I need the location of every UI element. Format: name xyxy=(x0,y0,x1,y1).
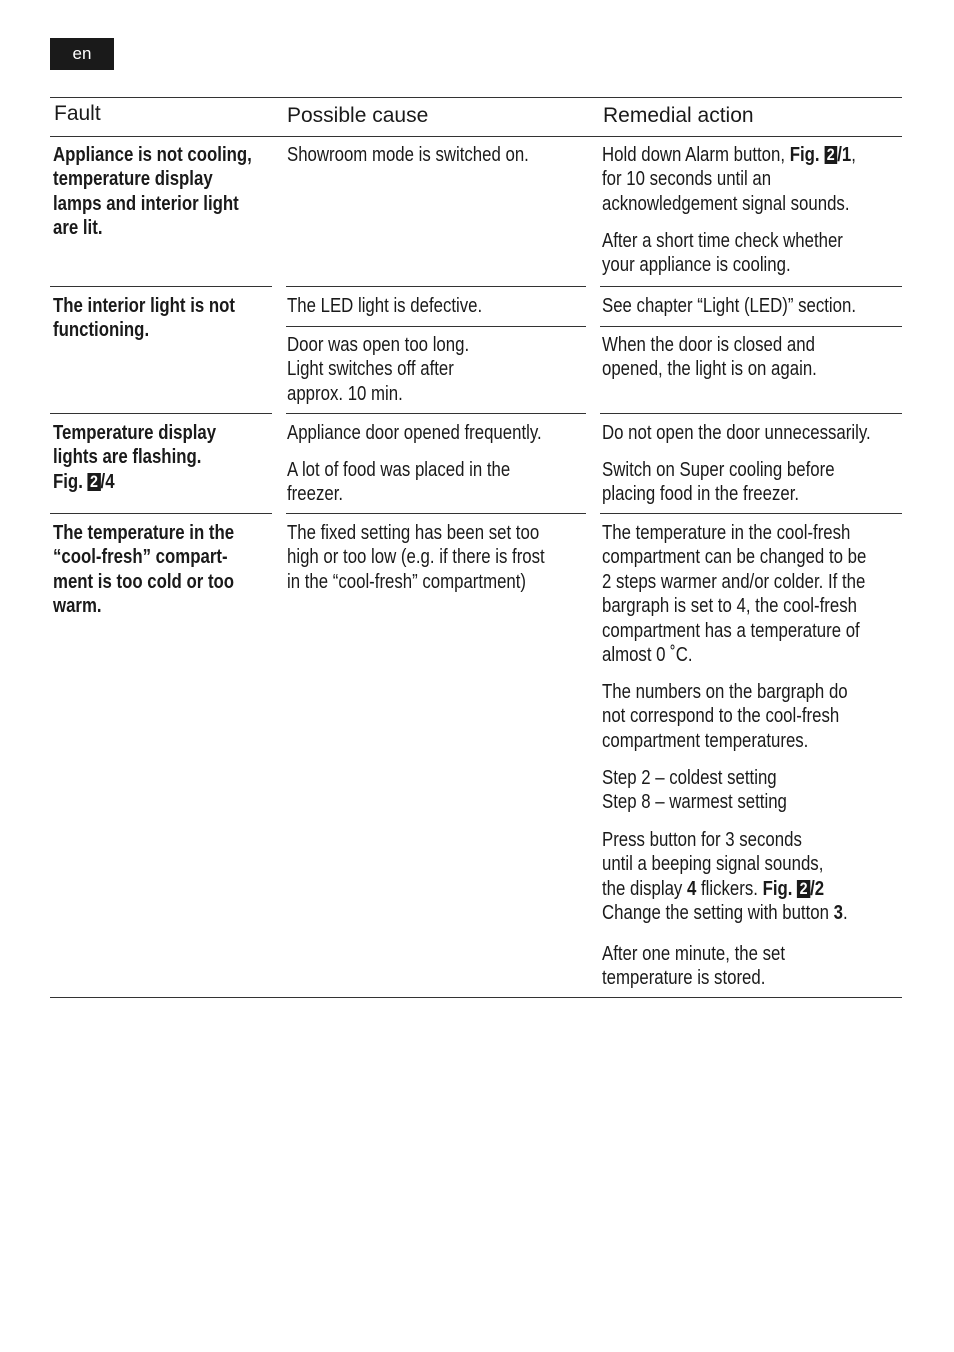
action-hold-alarm: Hold down Alarm button, Fig. 2 /1, for 10 seconds until an acknowledgement signal sounds. xyxy=(602,144,856,215)
fault-display-flashing: Temperature display lights are flashing. Fig. 2 /4 xyxy=(53,422,217,493)
figure-number-badge: 2 xyxy=(824,146,837,164)
sub-row-rule xyxy=(600,326,902,327)
row-rule xyxy=(600,513,902,514)
header-fault: Fault xyxy=(54,102,101,125)
action-check-cooling: After a short time check whether your appliance is cooling. xyxy=(602,230,843,277)
fault-light-not-functioning: The interior light is not functioning. xyxy=(53,295,236,342)
row-rule xyxy=(50,413,272,414)
action-bargraph-numbers: The numbers on the bargraph do not correspond to the cool-fresh compartment temperatures. xyxy=(602,681,848,752)
table-bottom-rule xyxy=(50,997,902,998)
cause-door-opened-frequently: Appliance door opened frequently. xyxy=(287,422,542,444)
figure-number-badge: 2 xyxy=(88,473,101,491)
action-temperature-change: The temperature in the cool-fresh compartment can be changed to be 2 steps warmer and/or colder. If the bargraph is set to 4, the cool-fresh compartment has a temperature of almost 0 ˚C. xyxy=(602,522,867,667)
cause-showroom-mode: Showroom mode is switched on. xyxy=(287,144,529,166)
header-possible-cause: Possible cause xyxy=(287,104,429,127)
fault-not-cooling: Appliance is not cooling, temperature display lamps and interior light are lit. xyxy=(53,144,252,240)
action-super-cooling: Switch on Super cooling before placing food in the freezer. xyxy=(602,459,835,506)
action-do-not-open-door: Do not open the door unnecessarily. xyxy=(602,422,871,444)
fault-cool-fresh-temperature: The temperature in the “cool-fresh” compart- ment is too cold or too warm. xyxy=(53,522,235,618)
action-see-chapter-light: See chapter “Light (LED)” section. xyxy=(602,295,856,317)
header-bottom-rule xyxy=(50,136,902,137)
figure-number-badge: 2 xyxy=(797,880,810,898)
cause-lot-of-food: A lot of food was placed in the freezer. xyxy=(287,459,511,506)
row-rule xyxy=(50,286,272,287)
cause-fixed-setting: The fixed setting has been set too high or too low (e.g. if there is frost in the “cool-fresh” compartment) xyxy=(287,522,545,593)
action-set-temperature-stored: After one minute, the set temperature is stored. xyxy=(602,943,786,990)
language-tab: en xyxy=(50,38,114,70)
action-door-closed-opened: When the door is closed and opened, the light is on again. xyxy=(602,334,817,381)
sub-row-rule xyxy=(286,326,586,327)
cause-door-open-too-long: Door was open too long. Light switches off after approx. 10 min. xyxy=(287,334,470,405)
row-rule xyxy=(50,513,272,514)
action-press-button: Press button for 3 seconds until a beeping signal sounds, the display 4 flickers. Fig. 2 /2 Change the setting with button 3. xyxy=(602,829,848,925)
row-rule xyxy=(286,286,586,287)
row-rule xyxy=(600,286,902,287)
header-remedial-action: Remedial action xyxy=(603,104,754,127)
table-top-rule xyxy=(50,97,902,98)
row-rule xyxy=(286,513,586,514)
row-rule xyxy=(600,413,902,414)
action-steps: Step 2 – coldest setting Step 8 – warmest setting xyxy=(602,767,787,814)
row-rule xyxy=(286,413,586,414)
cause-led-defective: The LED light is defective. xyxy=(287,295,483,317)
